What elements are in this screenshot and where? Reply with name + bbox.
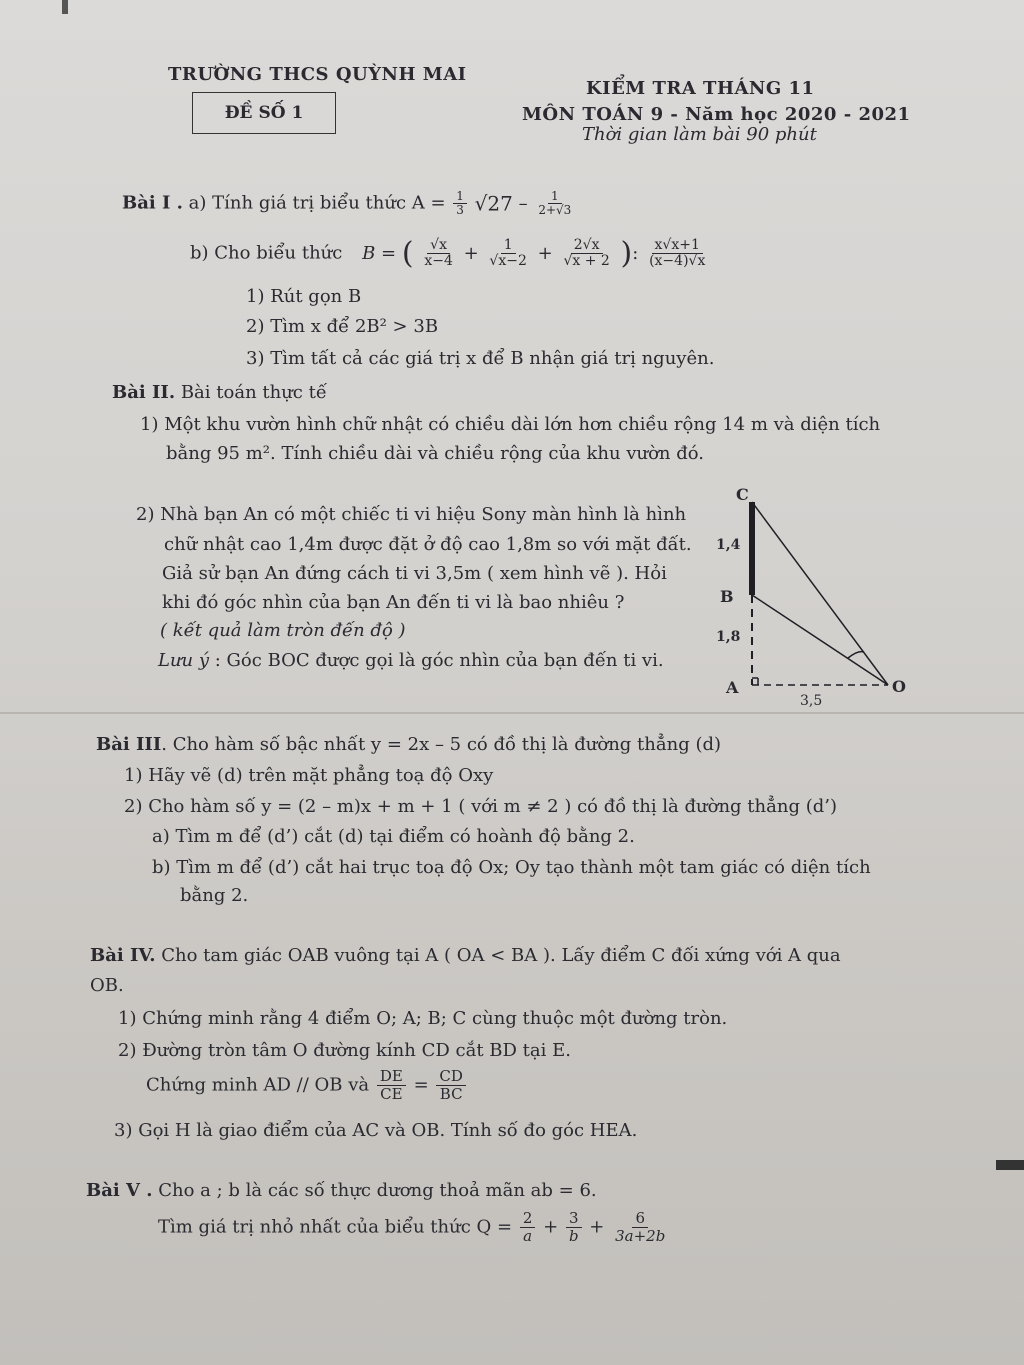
bai2-p2-line1: 2) Nhà bạn An có một chiếc ti vi hiệu Sony màn hình là hình: [136, 504, 687, 525]
school-name: TRƯỜNG THCS QUỲNH MAI: [168, 64, 467, 85]
frac-den: 2+√3: [538, 203, 572, 218]
label-O: O: [892, 677, 906, 696]
bai2-p2-round: ( kết quả làm tròn đến độ ): [160, 620, 406, 641]
bai3-item-b1: b) Tìm m để (d’) cắt hai trục toạ độ Ox; Oy tạo thành một tam giác có diện tích: [152, 857, 871, 878]
bai4-intro2: OB.: [90, 975, 124, 996]
bai1-line-b: b) Cho biểu thức B = ( $\frac{√x}{x-4}$ + $\frac{1}{√x-2}$ + $\frac{2√x}{√x + 2}$ ): $\frac{x√x+1}{(x-4)√x}$: [190, 236, 710, 271]
bai5-intro: Cho a ; b là các số thực dương thoả mãn ab = 6.: [158, 1180, 597, 1201]
frac-num: x√x+1: [652, 238, 703, 254]
exam-time: Thời gian làm bài 90 phút: [582, 124, 817, 145]
label-B: B: [720, 587, 734, 606]
segment-co: [752, 502, 888, 685]
len-ab: 1,8: [716, 629, 741, 645]
frac-den: (x−4)√x: [649, 253, 706, 269]
bai2-p1-line1: 1) Một khu vườn hình chữ nhật có chiều dài lớn hơn chiều rộng 14 m và diện tích: [140, 414, 881, 435]
frac-xsqrtx-plus1: [646, 238, 708, 270]
frac-den: √x + 2: [563, 253, 610, 269]
frac-one-third: [453, 190, 467, 217]
frac-cd-bc: [436, 1068, 466, 1102]
label-A: A: [726, 678, 739, 697]
bai1-b-text: b) Cho biểu thức: [190, 242, 343, 264]
frac-num: 6: [632, 1210, 648, 1228]
frac-den: a: [523, 1226, 533, 1245]
bai2-label: Bài II.: [112, 382, 176, 403]
bai2-p2-line4: khi đó góc nhìn của bạn An đến ti vi là bao nhiêu ?: [162, 592, 625, 613]
bai1-item-3: 3) Tìm tất cả các giá trị x để B nhận giá trị nguyên.: [246, 348, 715, 369]
bai4-item-2: 2) Đường tròn tâm O đường kính CD cắt BD tại E.: [118, 1040, 571, 1061]
frac-den: b: [568, 1226, 579, 1245]
frac-3-over-b: [566, 1210, 582, 1244]
B-equals: B =: [362, 242, 397, 264]
bai2-heading: [112, 382, 327, 403]
frac-den: 3a+2b: [615, 1226, 666, 1245]
frac-2sqrtx-over-sqrtx-plus2: [560, 238, 612, 270]
bai1-label: Bài I .: [122, 192, 183, 214]
bai5-ask-text: Tìm giá trị nhỏ nhất của biểu thức Q =: [158, 1216, 513, 1238]
bai2-title: Bài toán thực tế: [180, 382, 327, 403]
bai3-item-a: a) Tìm m để (d’) cắt (d) tại điểm có hoành độ bằng 2.: [152, 826, 635, 847]
frac-den: CE: [380, 1084, 403, 1103]
frac-num: 1: [548, 190, 562, 204]
sqrt-27: √27: [474, 191, 513, 216]
segment-bo: [752, 595, 888, 685]
bai2-p2-note: [158, 650, 664, 671]
bai3-label: Bài III: [96, 734, 162, 755]
frac-den: √x−2: [489, 253, 527, 269]
label-C: C: [736, 485, 749, 504]
subject-year: MÔN TOÁN 9 - Năm học 2020 - 2021: [522, 104, 911, 125]
note-text: : Góc BOC được gọi là góc nhìn của bạn đến ti vi.: [214, 650, 664, 671]
frac-num: 3: [566, 1210, 582, 1228]
frac-num: 2: [520, 1210, 536, 1228]
frac-one-over-sqrtx-minus2: [486, 238, 529, 270]
bai1-item-2: 2) Tìm x để 2B² > 3B: [246, 316, 439, 337]
bai2-p2-line3: Giả sử bạn An đứng cách ti vi 3,5m ( xem hình vẽ ). Hỏi: [162, 563, 667, 584]
frac-2-over-a: [520, 1210, 536, 1244]
bai3-item-1: 1) Hãy vẽ (d) trên mặt phẳng toạ độ Oxy: [124, 765, 494, 786]
bai4-heading: [90, 945, 841, 966]
bai4-item-1: 1) Chứng minh rằng 4 điểm O; A; B; C cùng thuộc một đường tròn.: [118, 1008, 728, 1029]
bai4-prove-text: Chứng minh AD // OB và: [146, 1074, 370, 1096]
bai4-label: Bài IV.: [90, 945, 156, 966]
binder-mark: [62, 0, 68, 14]
exam-title: KIỂM TRA THÁNG 11: [586, 78, 815, 99]
frac-den: BC: [439, 1084, 463, 1103]
bai4-item-2b: Chứng minh AD // OB và $\frac{DE}{CE}$ = $\frac{CD}{BC}$: [146, 1068, 468, 1102]
bai3-item-2: 2) Cho hàm số y = (2 – m)x + m + 1 ( với m ≠ 2 ) có đồ thị là đường thẳng (d’): [124, 796, 837, 817]
frac-sqrtx-over-x4: [421, 238, 456, 270]
frac-den: 3: [456, 203, 464, 218]
len-bc: 1,4: [716, 537, 741, 553]
bai1-a-text: a) Tính giá trị biểu thức A =: [188, 192, 446, 214]
len-ao: 3,5: [800, 693, 823, 709]
tv-angle-figure: [700, 480, 930, 720]
bai5-ask: Tìm giá trị nhỏ nhất của biểu thức Q = $\frac{2}{a}$ + $\frac{3}{b}$ + $\frac{6}{3a+2b}$: [158, 1210, 670, 1244]
frac-num: 1: [501, 238, 516, 254]
edge-mark: [996, 1160, 1024, 1170]
frac-num: DE: [377, 1068, 406, 1086]
angle-arc: [848, 652, 864, 658]
frac-num: CD: [436, 1068, 466, 1086]
bai2-p1-line2: bằng 95 m². Tính chiều dài và chiều rộng của khu vườn đó.: [166, 443, 705, 464]
frac-num: 2√x: [571, 238, 603, 254]
frac-num: √x: [427, 238, 450, 254]
bai1-item-1: 1) Rút gọn B: [246, 286, 362, 307]
bai5-heading: [86, 1180, 597, 1201]
bai3-heading: [96, 734, 721, 755]
bai4-intro1: Cho tam giác OAB vuông tại A ( OA < BA ). Lấy điểm C đối xứng với A qua: [161, 945, 841, 966]
frac-den: x−4: [424, 253, 453, 269]
note-label: Lưu ý: [158, 650, 210, 671]
frac-one-over-2-sqrt3: [535, 190, 574, 217]
frac-6-over-3a2b: [612, 1210, 668, 1244]
bai5-label: Bài V .: [86, 1180, 153, 1201]
bai4-item-3: 3) Gọi H là giao điểm của AC và OB. Tính số đo góc HEA.: [114, 1120, 638, 1141]
bai3-item-b2: bằng 2.: [180, 885, 249, 906]
bai3-intro: . Cho hàm số bậc nhất y = 2x – 5 có đồ thị là đường thẳng (d): [161, 734, 722, 755]
frac-num: 1: [453, 190, 467, 204]
bai2-p2-line2: chữ nhật cao 1,4m được đặt ở độ cao 1,8m so với mặt đất.: [164, 534, 692, 555]
bai1-line-a: Bài I . a) Tính giá trị biểu thức A = $\frac{1}{3}$ √27 – $\frac{1}{2+√3}$: [122, 190, 576, 217]
exam-code-box: ĐỀ SỐ 1: [192, 92, 336, 134]
frac-de-ce: [377, 1068, 406, 1102]
